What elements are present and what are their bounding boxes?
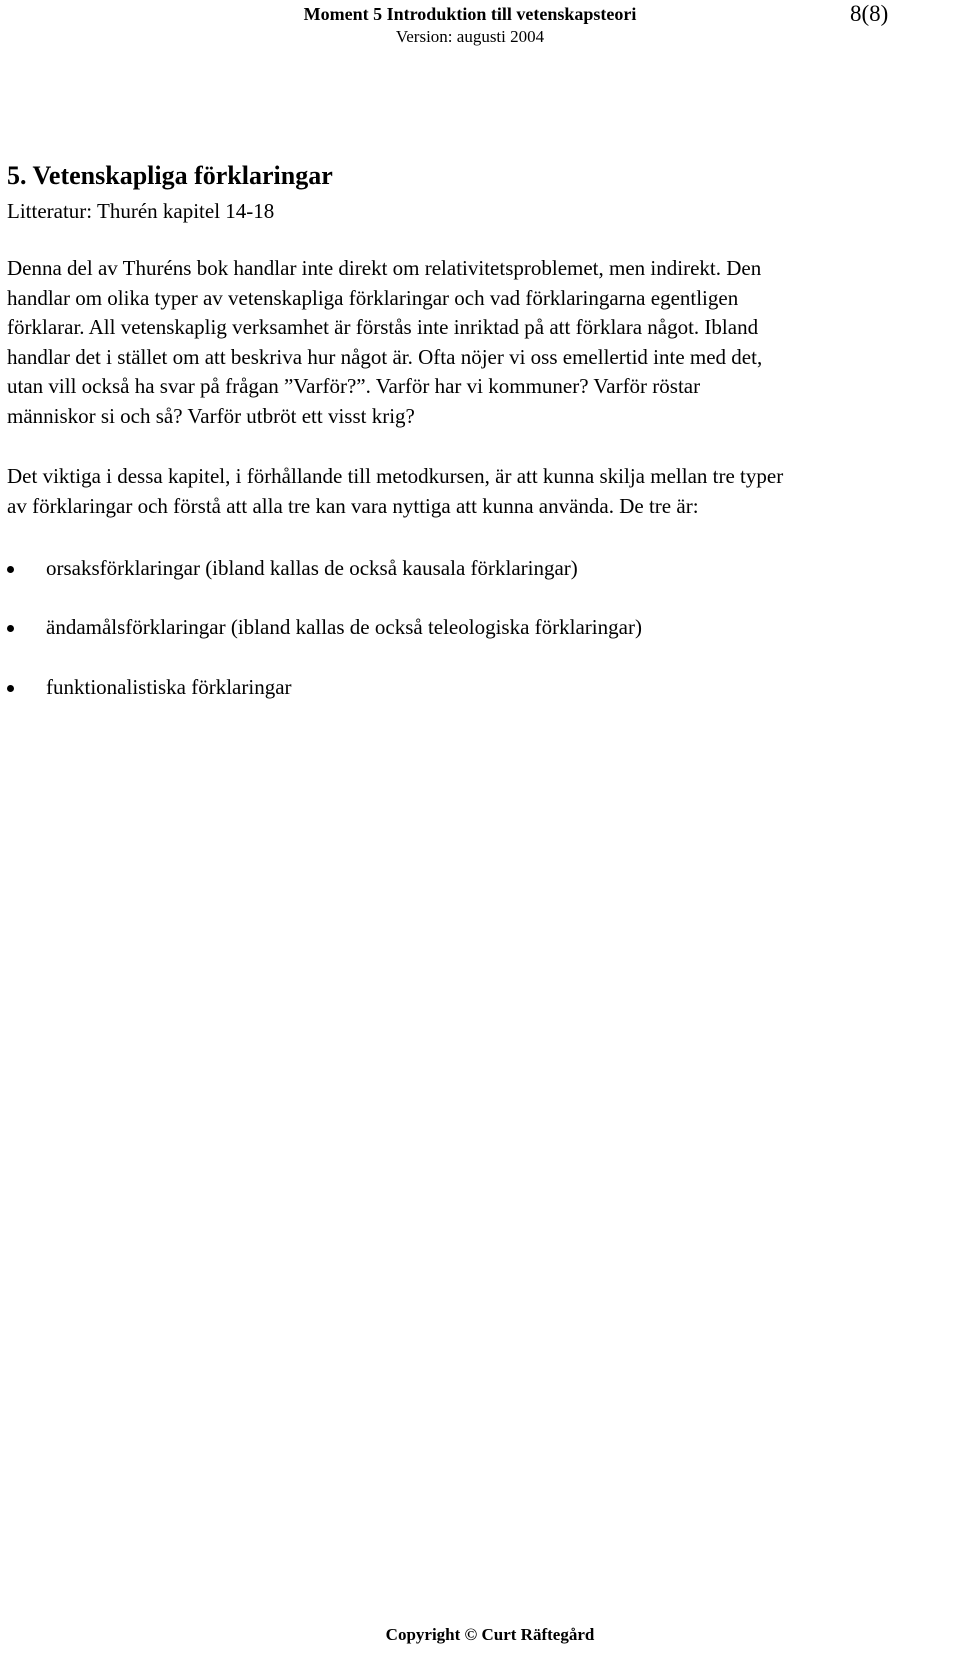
paragraph-line: Det viktiga i dessa kapitel, i förhållande till metodkursen, är att kunna skilja mellan tre typer [7,464,784,488]
list-item-text: orsaksförklaringar (ibland kallas de också kausala förklaringar) [46,556,578,580]
paragraph-line: förklarar. All vetenskaplig verksamhet är förstås inte inriktad på att förklara något. Ibland [7,315,759,339]
paragraph-line: av förklaringar och förstå att alla tre kan vara nyttiga att kunna använda. De tre är: [7,493,699,518]
page-number: 8(8) [850,1,889,26]
bullet-icon [7,625,14,632]
paragraph-line: Denna del av Thuréns bok handlar inte direkt om relativitetsproblemet, men indirekt. Den [7,256,762,280]
list-item-text: ändamålsförklaringar (ibland kallas de också teleologiska förklaringar) [46,615,642,639]
paragraph-intro [7,254,947,431]
literature-reference: Litteratur: Thurén kapitel 14-18 [7,199,275,223]
header-title: Moment 5 Introduktion till vetenskapsteori [303,4,637,24]
footer-copyright: Copyright © Curt Räftegård [385,1625,595,1644]
list-item-text: funktionalistiska förklaringar [46,675,292,699]
paragraph-line: handlar det i stället om att beskriva hur något är. Ofta nöjer vi oss emellertid inte med det, [7,344,763,369]
bullet-icon [7,685,14,692]
paragraph-line: handlar om olika typer av vetenskapliga förklaringar och vad förklaringarna egentligen [7,285,739,310]
paragraph-line: människor si och så? Varför utbröt ett visst krig? [7,403,415,428]
section-heading: 5. Vetenskapliga förklaringar [7,161,333,190]
header-version: Version: augusti 2004 [395,27,545,46]
bullet-icon [7,566,14,573]
paragraph-explanation-types [7,462,952,521]
paragraph-line: utan vill också ha svar på frågan ”Varför?”. Varför har vi kommuner? Varför röstar [7,374,701,398]
